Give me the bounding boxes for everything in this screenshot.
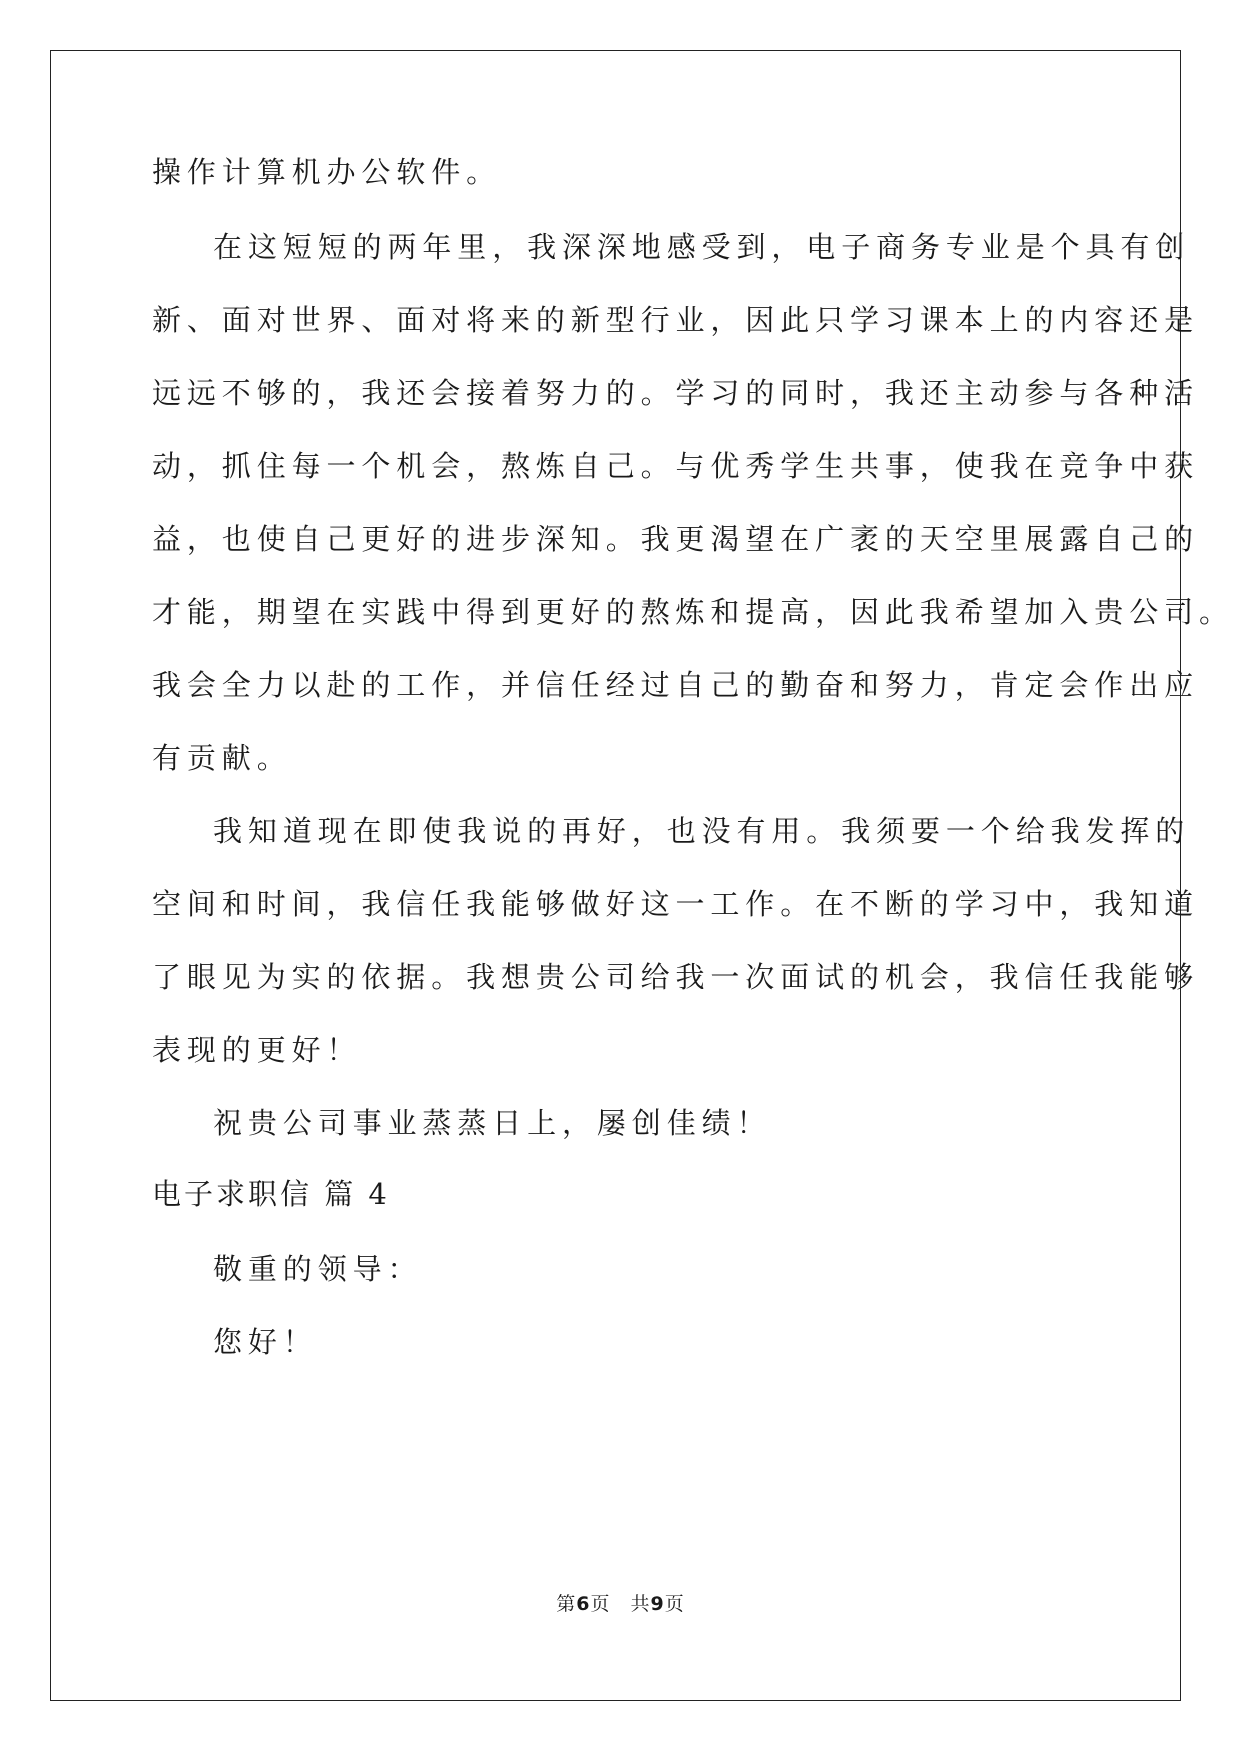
page-number-footer xyxy=(0,1591,1241,1617)
paragraph-line: 空间和时间，我信任我能够做好这一工作。在不断的学习中，我知道 xyxy=(152,887,1200,921)
paragraph-line: 新、面对世界、面对将来的新型行业，因此只学习课本上的内容还是 xyxy=(152,303,1200,337)
total-page-number: 9 xyxy=(650,1593,665,1615)
paragraph-line: 动，抓住每一个机会，熬炼自己。与优秀学生共事，使我在竞争中获 xyxy=(152,449,1200,483)
closing-line: 祝贵公司事业蒸蒸日上，屡创佳绩！ xyxy=(213,1106,772,1140)
paragraph-line: 在这短短的两年里，我深深地感受到，电子商务专业是个具有创 xyxy=(213,230,1191,264)
page-border xyxy=(50,50,1181,1701)
paragraph-line: 我会全力以赴的工作，并信任经过自己的勤奋和努力，肯定会作出应 xyxy=(152,668,1200,702)
paragraph-line: 益，也使自己更好的进步深知。我更渴望在广袤的天空里展露自己的 xyxy=(152,522,1200,556)
paragraph-line: 表现的更好！ xyxy=(152,1033,362,1067)
paragraph-line: 有贡献。 xyxy=(152,741,292,775)
paragraph-line: 我知道现在即使我说的再好，也没有用。我须要一个给我发挥的 xyxy=(213,814,1191,848)
paragraph-line: 操作计算机办公软件。 xyxy=(152,155,502,189)
section-heading: 电子求职信 篇 4 xyxy=(152,1177,390,1211)
current-page-number: 6 xyxy=(576,1593,591,1615)
total-prefix: 共 xyxy=(630,1593,651,1615)
paragraph-line: 才能，期望在实践中得到更好的熬炼和提高，因此我希望加入贵公司。 xyxy=(152,595,1234,629)
total-suffix: 页 xyxy=(664,1593,685,1615)
paragraph-line: 远远不够的，我还会接着努力的。学习的同时，我还主动参与各种活 xyxy=(152,376,1200,410)
page-mid: 页 xyxy=(590,1593,611,1615)
page-prefix: 第 xyxy=(556,1593,577,1615)
salutation-line: 敬重的领导： xyxy=(213,1252,423,1286)
greeting-line: 您好！ xyxy=(213,1325,318,1359)
paragraph-line: 了眼见为实的依据。我想贵公司给我一次面试的机会，我信任我能够 xyxy=(152,960,1200,994)
